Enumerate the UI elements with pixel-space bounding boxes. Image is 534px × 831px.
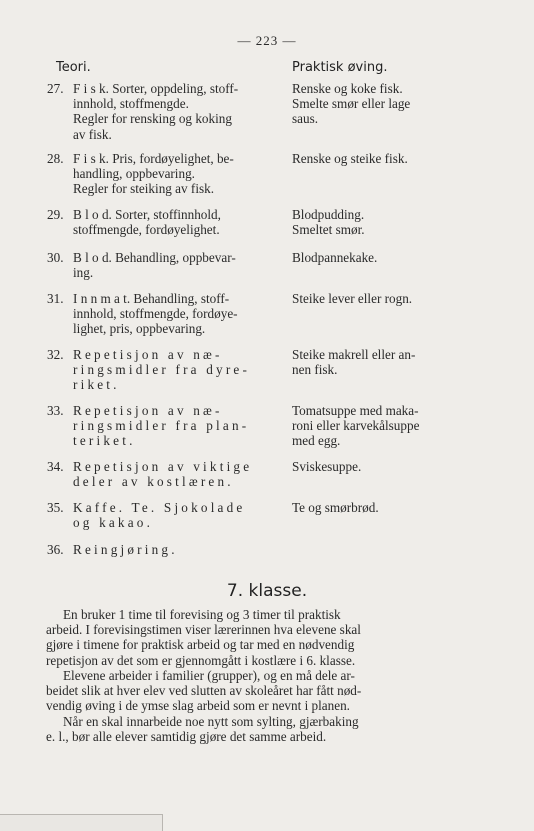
theory-text: [73, 347, 273, 393]
practice-text: [292, 81, 462, 127]
lesson-number: 32.: [47, 347, 64, 362]
theory-line: Repetisjon av næ-: [73, 347, 223, 362]
lesson-number: 28.: [47, 151, 64, 166]
practice-text: [292, 459, 462, 474]
theory-text: [73, 291, 273, 337]
practice-text: [292, 291, 462, 306]
heading-practice: Praktisk øving.: [292, 60, 388, 75]
heading-theory: Teori.: [56, 60, 91, 75]
practice-line: Steike makrell eller an-: [292, 347, 416, 362]
practice-line: roni eller karvekålsuppe: [292, 418, 420, 434]
practice-line: Blodpannekake.: [292, 250, 378, 265]
theory-line: Repetisjon av viktige: [73, 459, 253, 474]
practice-text: [292, 151, 462, 166]
practice-line: saus.: [292, 111, 319, 127]
practice-line: nen fisk.: [292, 362, 338, 378]
theory-text: [73, 151, 273, 197]
theory-line: ringsmidler fra plan-: [73, 418, 250, 434]
practice-line: Renske og steike fisk.: [292, 151, 408, 166]
theory-line: handling, oppbevaring.: [73, 166, 195, 182]
practice-line: med egg.: [292, 433, 341, 449]
paragraph-line: En bruker 1 time til forevising og 3 timer til praktisk: [63, 607, 341, 622]
theory-text: [73, 403, 273, 449]
practice-text: [292, 347, 462, 377]
practice-text: [292, 403, 462, 449]
theory-text: [73, 459, 273, 489]
theory-line: ringsmidler fra dyre-: [73, 362, 251, 378]
practice-line: Sviskesuppe.: [292, 459, 362, 474]
lesson-number: 29.: [47, 207, 64, 222]
paragraph: [46, 714, 456, 744]
lesson-number: 33.: [47, 403, 64, 418]
paragraph-line: Elevene arbeider i familier (grupper), og en må dele ar-: [63, 668, 355, 683]
practice-text: [292, 207, 462, 237]
lesson-number: 34.: [47, 459, 64, 474]
paragraph-line: repetisjon av det som er gjennomgått i kostlære i 6. klasse.: [46, 652, 356, 668]
practice-line: Blodpudding.: [292, 207, 365, 222]
theory-text: [73, 500, 273, 530]
theory-line: F i s k. Sorter, oppdeling, stoff-: [73, 81, 239, 96]
paragraph-line: vendig øving i de ymse slag arbeid som er nevnt i planen.: [46, 698, 350, 714]
theory-line: innhold, stoffmengde.: [73, 96, 189, 112]
theory-line: Reingjøring.: [73, 542, 178, 557]
theory-line: deler av kostlæren.: [73, 474, 234, 490]
practice-text: [292, 250, 462, 265]
theory-line: Repetisjon av næ-: [73, 403, 223, 418]
theory-text: [73, 542, 273, 557]
paragraph-line: Når en skal innarbeide noe nytt som sylting, gjærbaking: [63, 714, 359, 729]
practice-line: Tomatsuppe med maka-: [292, 403, 419, 418]
practice-line: Steike lever eller rogn.: [292, 291, 413, 306]
practice-line: Smeltet smør.: [292, 222, 365, 238]
paragraph-line: beidet slik at hver elev ved slutten av skoleåret har fått nød-: [46, 683, 362, 699]
paragraph: [46, 668, 456, 714]
page-number: — 223 —: [237, 33, 297, 48]
paragraph-line: arbeid. I forevisingstimen viser lærerinnen hva elevene skal: [46, 622, 361, 638]
practice-line: Smelte smør eller lage: [292, 96, 411, 112]
theory-line: B l o d. Sorter, stoffinnhold,: [73, 207, 221, 222]
theory-line: lighet, pris, oppbevaring.: [73, 321, 206, 337]
paragraph-line: e. l., bør alle elever samtidig gjøre det samme arbeid.: [46, 729, 327, 745]
theory-line: Kaffe. Te. Sjokolade: [73, 500, 246, 515]
theory-line: riket.: [73, 377, 120, 393]
theory-line: I n n m a t. Behandling, stoff-: [73, 291, 230, 306]
theory-text: [73, 250, 273, 280]
theory-line: Regler for rensking og koking: [73, 111, 232, 127]
theory-line: teriket.: [73, 433, 136, 449]
page-tab-edge: [0, 814, 163, 831]
practice-line: Renske og koke fisk.: [292, 81, 403, 96]
theory-line: stoffmengde, fordøyelighet.: [73, 222, 220, 238]
theory-line: Regler for steiking av fisk.: [73, 181, 214, 197]
theory-line: B l o d. Behandling, oppbevar-: [73, 250, 236, 265]
section-title: 7. klasse.: [226, 581, 308, 601]
theory-text: [73, 81, 273, 142]
theory-line: og kakao.: [73, 515, 154, 531]
theory-text: [73, 207, 273, 237]
lesson-number: 31.: [47, 291, 64, 306]
paragraph-line: gjøre i timene for praktisk arbeid og tar med en nødvendig: [46, 637, 355, 653]
practice-line: Te og smørbrød.: [292, 500, 379, 515]
lesson-number: 36.: [47, 542, 64, 557]
paragraph: [46, 607, 456, 668]
practice-text: [292, 500, 462, 515]
lesson-number: 30.: [47, 250, 64, 265]
theory-line: ing.: [73, 265, 94, 281]
theory-line: innhold, stoffmengde, fordøye-: [73, 306, 238, 322]
theory-line: F i s k. Pris, fordøyelighet, be-: [73, 151, 234, 166]
lesson-number: 35.: [47, 500, 64, 515]
lesson-number: 27.: [47, 81, 64, 96]
theory-line: av fisk.: [73, 126, 112, 142]
